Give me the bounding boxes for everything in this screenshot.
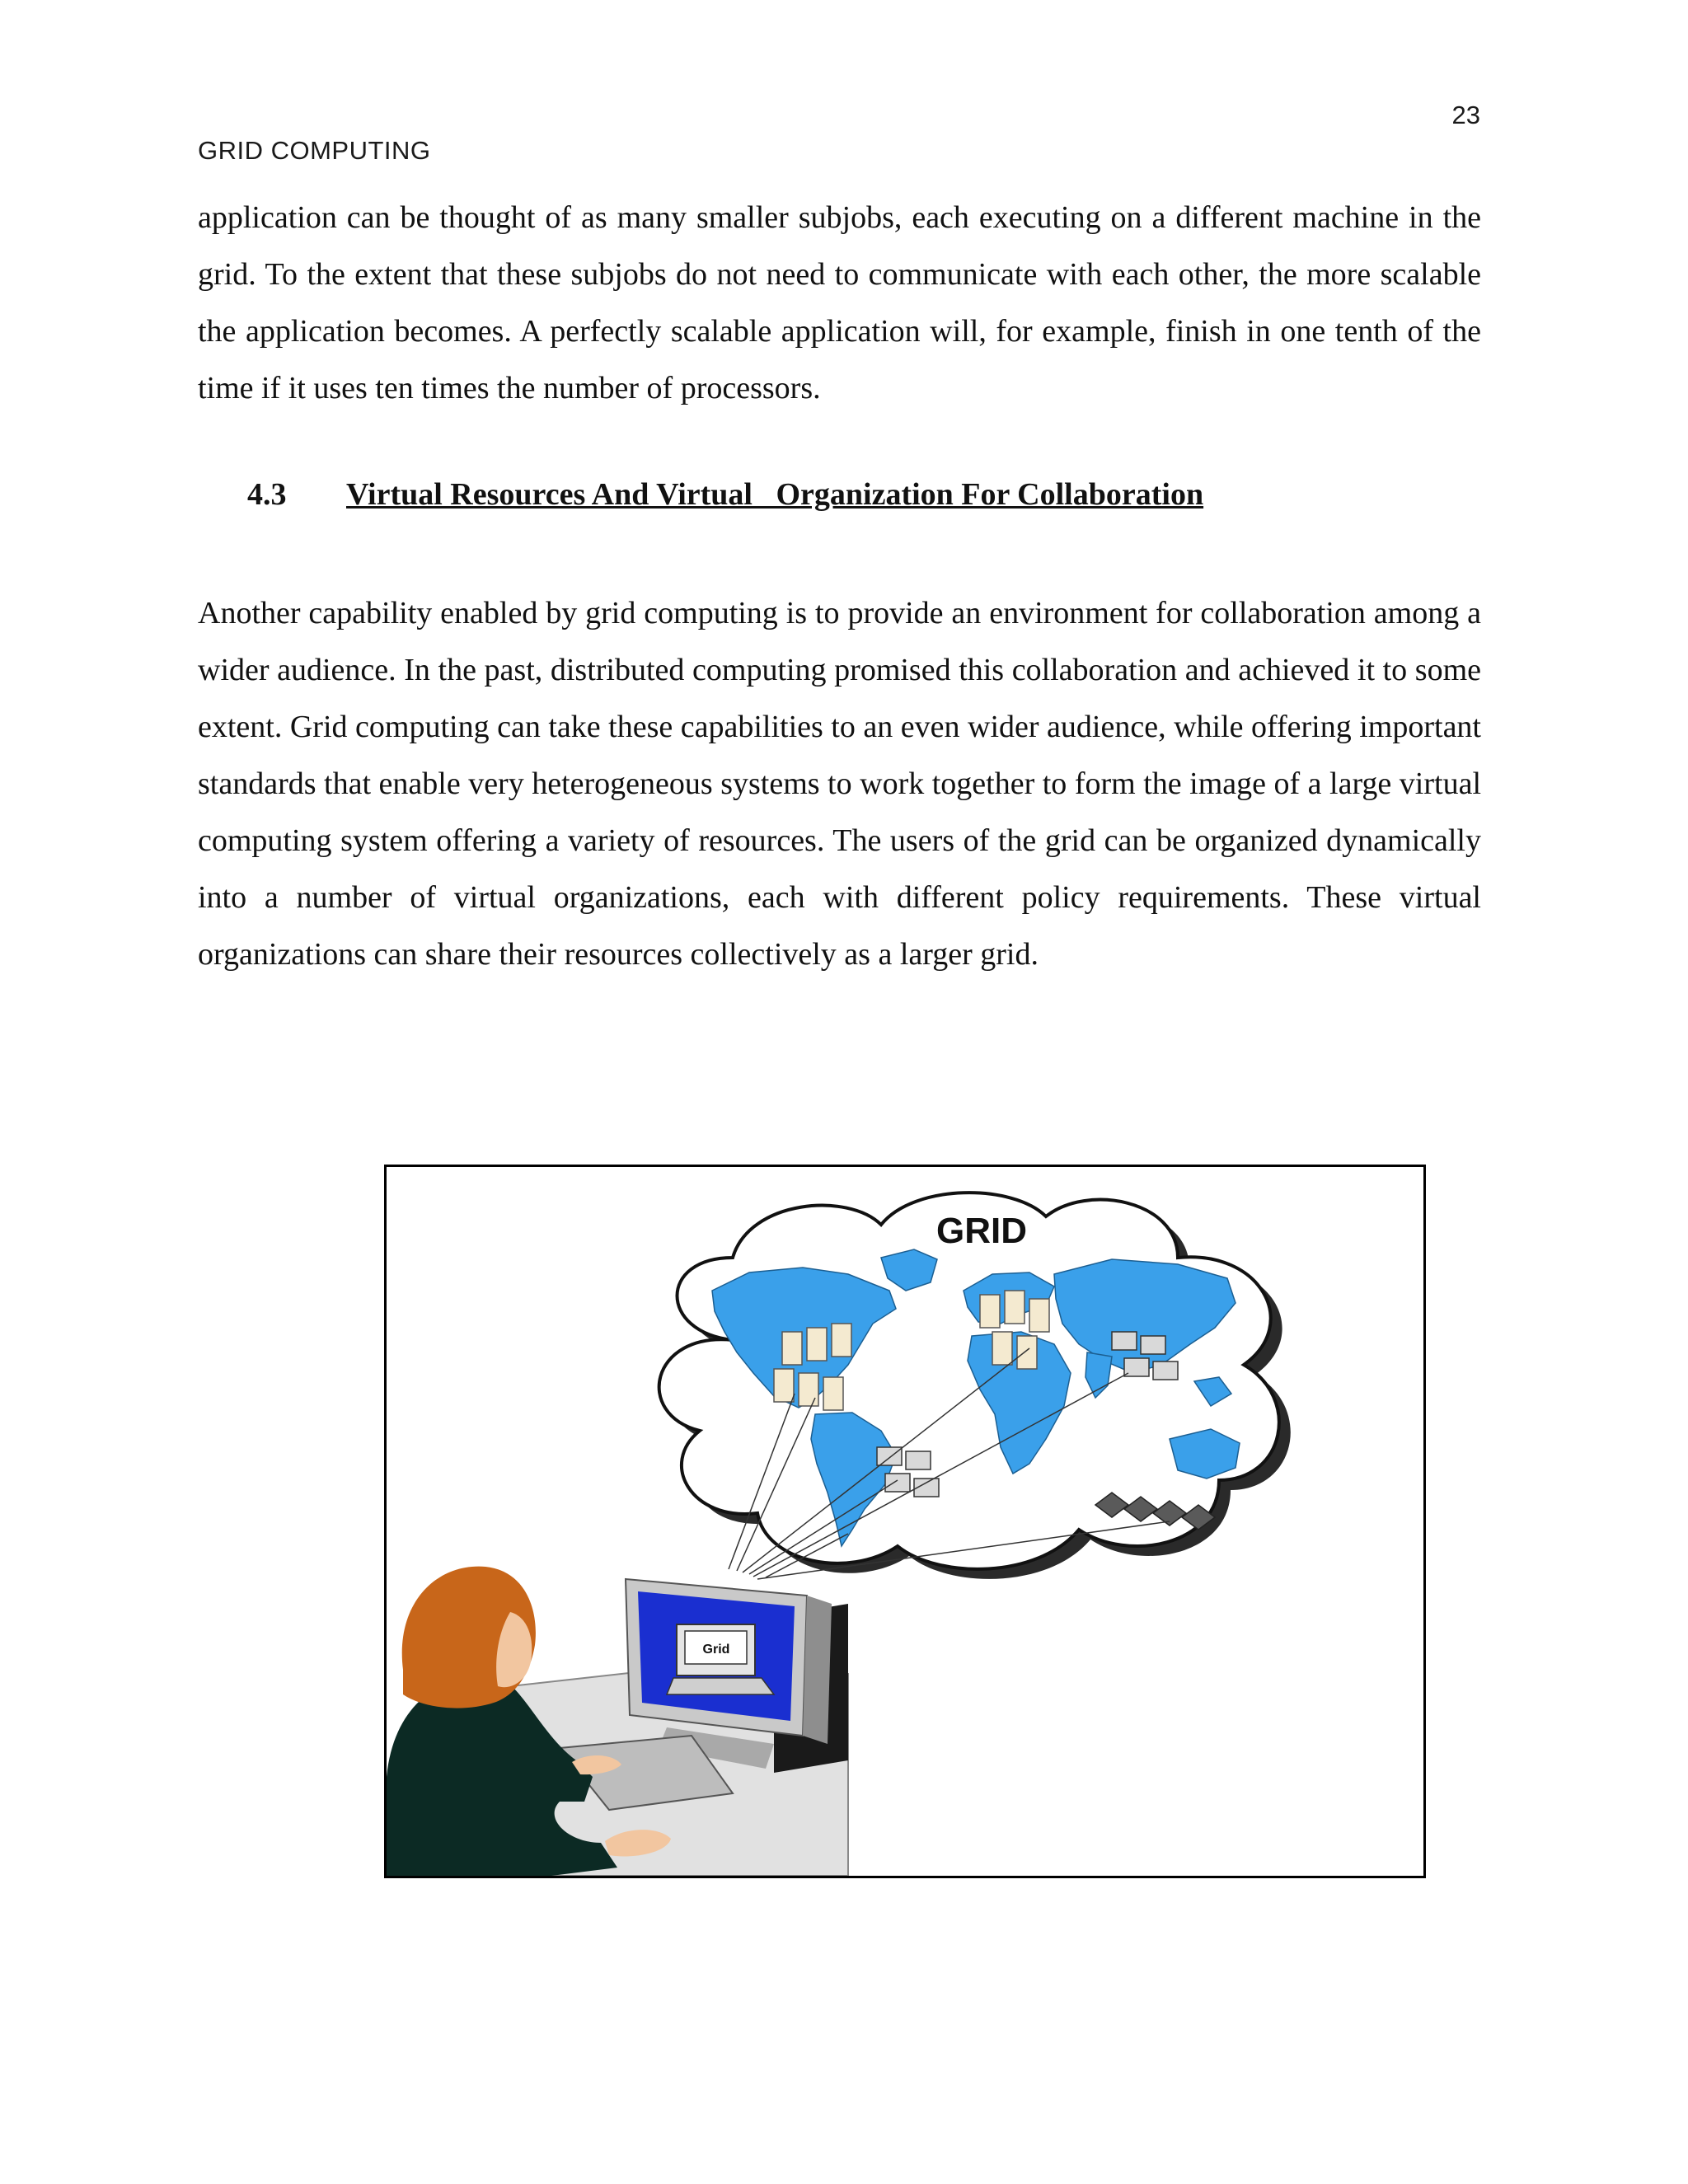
section-title: Virtual Resources And Virtual Organization For Collaboration xyxy=(346,477,1204,512)
screen-grid-label: Grid xyxy=(702,1643,730,1657)
grid-illustration xyxy=(387,1167,1423,1876)
section-number: 4.3 xyxy=(247,477,287,512)
page-number: 23 xyxy=(1451,101,1480,129)
paragraph-continued: application can be thought of as many smaller subjobs, each executing on a different machine in the grid. To the extent that these subjobs do not need to communicate with each other, the more scalable the application becomes. A perfectly scalable application will, for example, finish in one tenth of the time if it uses ten times the number of processors. xyxy=(198,200,1481,405)
grid-figure xyxy=(384,1165,1426,1878)
running-header: GRID COMPUTING xyxy=(198,136,431,165)
grid-cloud-label: GRID xyxy=(936,1211,1027,1251)
section-heading xyxy=(247,476,1203,513)
paragraph-collaboration: Another capability enabled by grid computing is to provide an environment for collaboration among a wider audience. In the past, distributed computing promised this collaboration and achieved it to some extent. Grid computing can take these capabilities to an even wider audience, while offering important standards that enable very heterogeneous systems to work together to form the image of a large virtual computing system offering a variety of resources. The users of the grid can be organized dynamically into a number of virtual organizations, each with different policy requirements. These virtual organizations can share their resources collectively as a larger grid. xyxy=(198,596,1481,972)
